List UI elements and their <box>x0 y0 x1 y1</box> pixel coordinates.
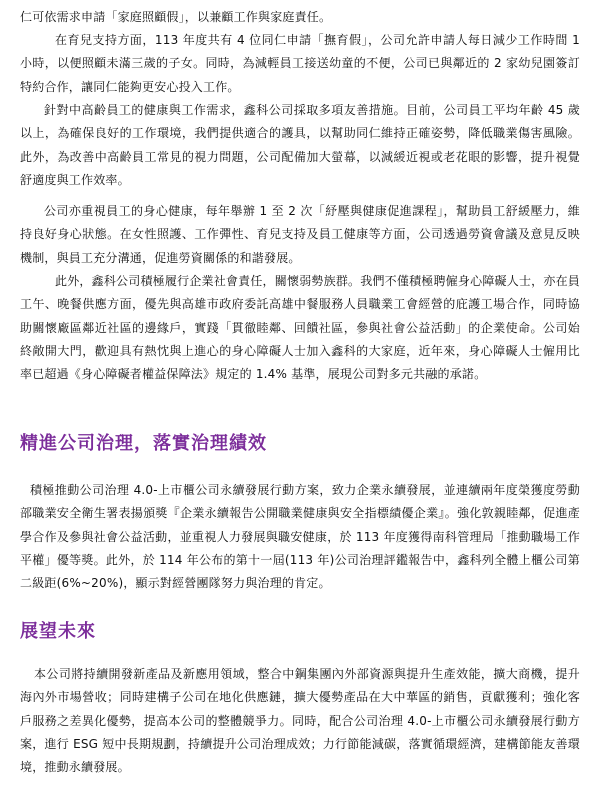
paragraph-outlook: 本公司將持續開發新產品及新應用領域，整合中鋼集團內外部資源與提升生產效能，擴大商機，提升海內外市場營收；同時建構子公司在地化供應鏈，擴大優勢產品在大中華區的銷售，貢獻獲利；強化客戶服務之差異化優勢，提高本公司的整體競爭力。同時，配合公司治理 4.0-上市櫃公司永續發展行動方案，進行 ESG 短中長期規劃，持續提升公司治理成效；力行節能減碳，落實循環經濟，建構節能友善環境，推動永續發展。 <box>20 667 580 775</box>
paragraph-social-responsibility: 此外，鑫科公司積極履行企業社會責任，關懷弱勢族群。我們不僅積極聘僱身心障礙人士，亦在員工午、晚餐供應方面，優先與高雄市政府委託高雄中餐服務人員職業工會經營的庇護工場合作，同時協助關懷廠區鄰近社區的邊緣戶，實踐「貫徹睦鄰、回饋社區，參與社會公益活動」的企業使命。公司始終敞開大門，歡迎具有熱忱與上進心的身心障礙人士加入鑫科的大家庭，近年來，身心障礙人士僱用比率已超過《身心障礙者權益保障法》規定的 1.4% 基準，展現公司對多元共融的承諾。 <box>20 274 580 382</box>
section-heading-corporate-governance: 精進公司治理，落實治理績效 <box>20 433 267 454</box>
section-heading-outlook: 展望未來 <box>20 621 96 642</box>
paragraph-corporate-governance: 積極推動公司治理 4.0-上市櫃公司永續發展行動方案，致力企業永續發展，並連續兩年度榮獲度勞動部職業安全衛生署表揚頒獎『企業永續報告公開職業健康與安全指標績優企業』。強化敦親睦鄰，促進產學合作及參與社會公益活動，並重視人力發展與職安健康，於 113 年度獲得南科管理局「推動職場工作平權」優等獎。此外，於 114 年公布的第十一屆(113 年)公司治理評鑑報告中，鑫科列全體上櫃公司第二級距(6%~20%)，顯示對經營團隊努力與治理的肯定。 <box>20 483 580 591</box>
paragraph-employee-wellbeing: 公司亦重視員工的身心健康，每年舉辦 1 至 2 次「紓壓與健康促進課程」，幫助員工舒緩壓力，維持良好身心狀態。在女性照護、工作彈性、育兒支持及員工健康等方面，公司透過勞資會議及意見反映機制，與員工充分溝通，促進勞資關係的和諧發展。 <box>20 204 580 265</box>
paragraph-childcare-support: 在育兒支持方面，113 年度共有 4 位同仁申請「撫育假」，公司允許申請人每日減少工作時間 1 小時，以便照顧未滿三歲的子女。同時，為減輕員工接送幼童的不便，公司已與鄰近的 2 家幼兒園簽訂特約合作，讓同仁能夠更安心投入工作。 <box>20 33 580 94</box>
paragraph-family-care-leave: 仁可依需求申請「家庭照顧假」，以兼顧工作與家庭責任。 <box>20 10 332 24</box>
paragraph-senior-employee-measures: 針對中高齡員工的健康與工作需求，鑫科公司採取多項友善措施。目前，公司員工平均年齡 45 歲以上，為確保良好的工作環境，我們提供適合的護具，以幫助同仁維持正確姿勢，降低職業傷害風險。此外，為改善中高齡員工常見的視力問題，公司配備加大螢幕，以減緩近視或老花眼的影響，提升視覺舒適度與工作效率。 <box>20 103 580 187</box>
